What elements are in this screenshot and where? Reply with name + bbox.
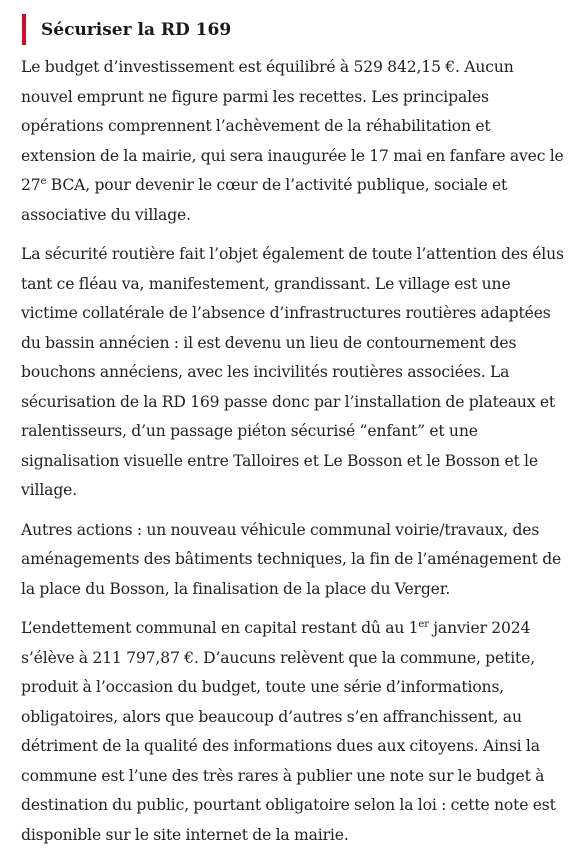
- paragraph-debt: [21, 614, 568, 850]
- section-heading: Sécuriser la RD 169: [22, 14, 231, 45]
- paragraph-road-safety: La sécurité routière fait l’objet également de toute l’attention des élus tant ce fléau va, manifestement, grandissant. Le village est une victime collatérale de l’absence d’infrastructures routières adaptées du bassin annécien : il est devenu un lieu de contournement des bouchons annéciens, avec les incivilités routières associées. La sécurisation de la RD 169 passe donc par l’installation de plateaux et ralentisseurs, d’un passage piéton sécurisé “enfant” et une signalisation visuelle entre Talloires et Le Bosson et le Bosson et le village.: [21, 245, 564, 499]
- paragraph-debt-text-b: janvier 2024 s’élève à 211 797,87 €. D’aucuns relèvent que la commune, petite, produit à l’occasion du budget, toute une série d’informations, obligatoires, alors que beaucoup d’autres s’en affranchissent, au détriment de la qualité des informations dues aux citoyens. Ainsi la commune est l’une des très rares à publier une note sur le budget à destination du public, pourtant obligatoire selon la loi : cette note est disponible sur le site internet de la mairie.: [21, 619, 556, 844]
- paragraph-budget-text-b: BCA, pour devenir le cœur de l’activité publique, sociale et associative du village.: [21, 176, 508, 224]
- ordinal-suffix: er: [418, 618, 429, 630]
- paragraph-budget-text-a: Le budget d’investissement est équilibré à 529 842,15 €. Aucun nouvel emprunt ne figure parmi les recettes. Les principales opérations comprennent l’achèvement de la réhabilitation et extension de la mairie, qui sera inaugurée le 17 mai en fanfare avec le 27: [21, 58, 564, 194]
- ordinal-suffix: e: [40, 175, 47, 187]
- paragraph-budget: [21, 53, 568, 230]
- paragraph-debt-text-a: L’endettement communal en capital restant dû au 1: [21, 619, 419, 637]
- paragraph-other-actions: Autres actions : un nouveau véhicule communal voirie/travaux, des aménagements des bâtiments techniques, la fin de l’aménagement de la place du Bosson, la finalisation de la place du Verger.: [21, 520, 562, 598]
- article-body: [21, 53, 568, 860]
